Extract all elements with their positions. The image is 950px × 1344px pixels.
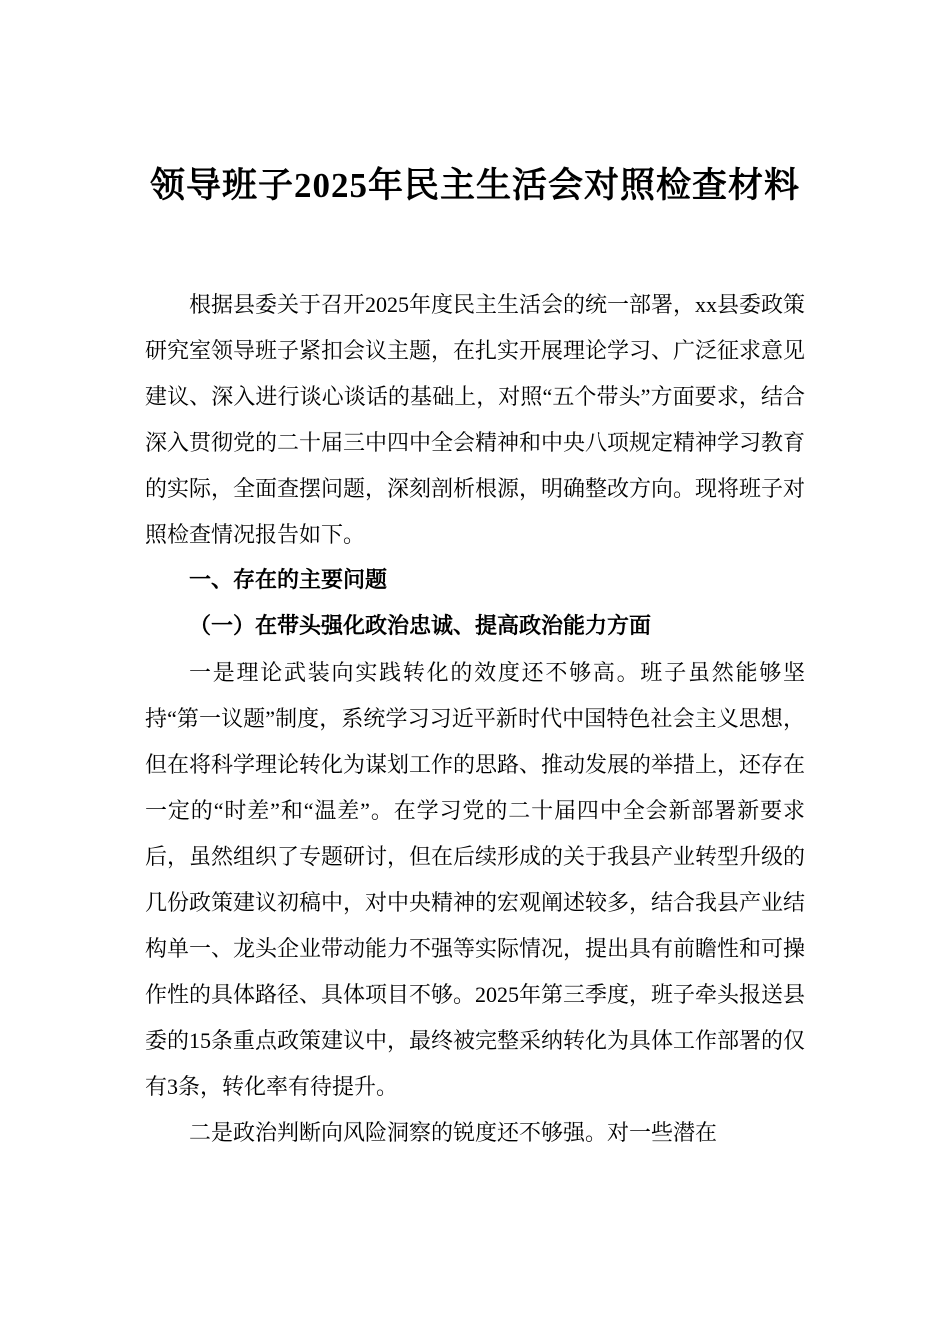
intro-paragraph: 根据县委关于召开2025年度民主生活会的统一部署，xx县委政策研究室领导班子紧扣会议主题，在扎实开展理论学习、广泛征求意见建议、深入进行谈心谈话的基础上，对照“五个带头”方面要求，结合深入贯彻党的二十届三中四中全会精神和中央八项规定精神学习教育的实际，全面查摆问题，深刻剖析根源，明确整改方向。现将班子对照检查情况报告如下。 xyxy=(145,292,806,547)
body-paragraph-risk: 二是政治判断向风险洞察的锐度还不够强。对一些潜在 xyxy=(189,1120,718,1145)
subsection-heading-political-loyalty: （一）在带头强化政治忠诚、提高政治能力方面 xyxy=(189,614,652,639)
body-paragraph-theory: 一是理论武装向实践转化的效度还不够高。班子虽然能够坚持“第一议题”制度，系统学习习近平新时代中国特色社会主义思想，但在将科学理论转化为谋划工作的思路、推动发展的举措上，还存在一定的“时差”和“温差”。在学习党的二十届四中全会新部署新要求后，虽然组织了专题研讨，但在后续形成的关于我县产业转型升级的几份政策建议初稿中，对中央精神的宏观阐述较多，结合我县产业结构单一、龙头企业带动能力不强等实际情况，提出具有前瞻性和可操作性的具体路径、具体项目不够。2025年第三季度，班子牵头报送县委的15条重点政策建议中，最终被完整采纳转化为具体工作部署的仅有3条，转化率有待提升。 xyxy=(145,660,806,1099)
document-title: 领导班子2025年民主生活会对照检查材料 xyxy=(149,166,800,205)
section-heading-main-problems: 一、存在的主要问题 xyxy=(189,568,388,593)
